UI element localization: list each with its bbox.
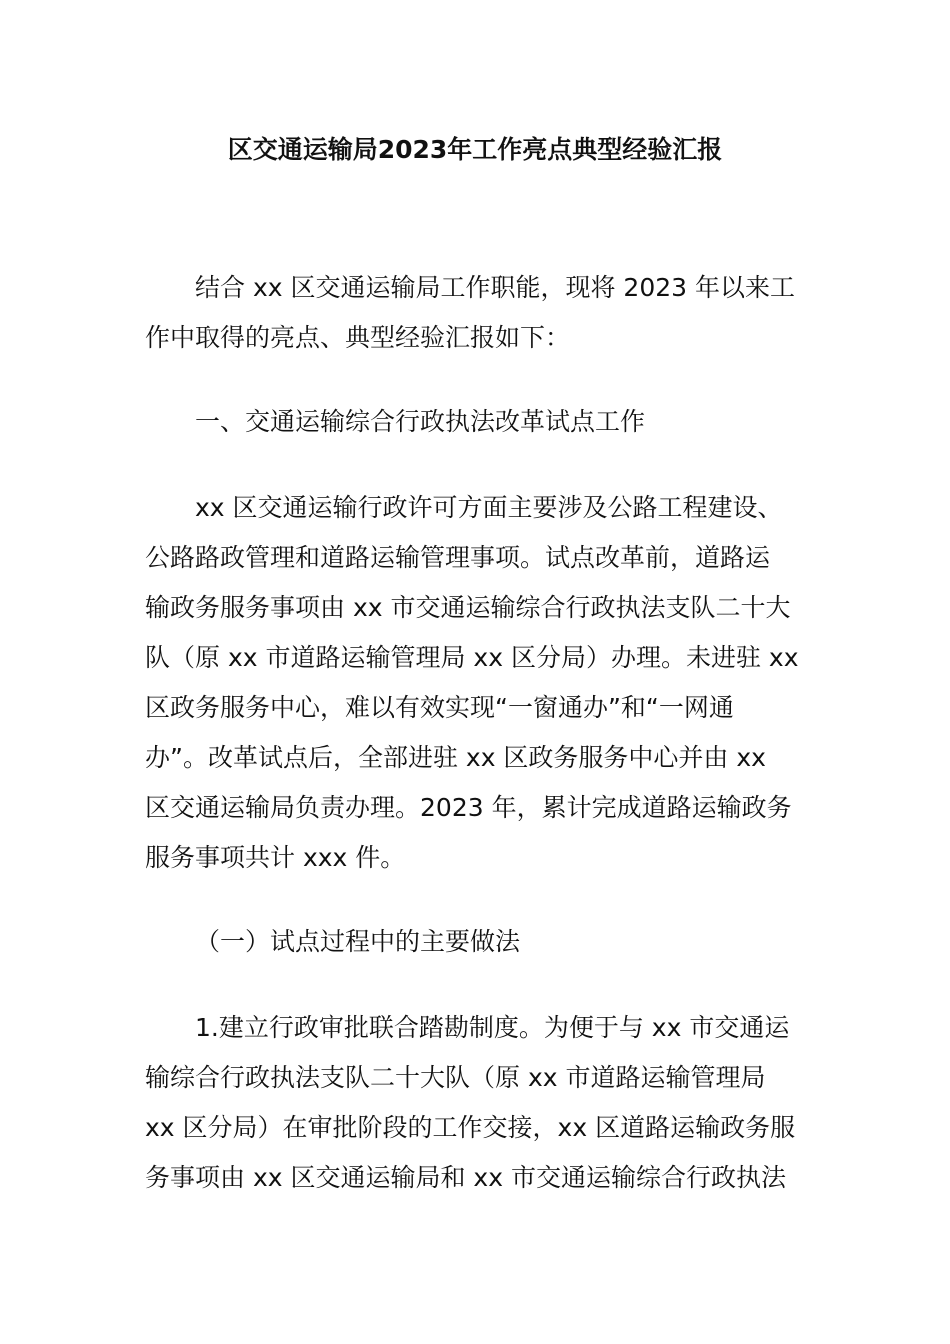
- text-line: 队（原 xx 市道路运输管理局 xx 区分局）办理。未进驻 xx: [145, 643, 799, 672]
- text-line: xx 区交通运输行政许可方面主要涉及公路工程建设、: [195, 493, 783, 522]
- subsection-heading-1: [145, 917, 811, 967]
- text-line: 1.建立行政审批联合踏勘制度。为便于与 xx 市交通运: [195, 1013, 790, 1042]
- text-line: 输政务服务事项由 xx 市交通运输综合行政执法支队二十大: [145, 593, 791, 622]
- document-title: 区交通运输局2023年工作亮点典型经验汇报: [227, 135, 723, 164]
- body-paragraph-1: [145, 483, 811, 883]
- text-line: 作中取得的亮点、典型经验汇报如下：: [145, 323, 571, 352]
- text-line: 服务事项共计 xxx 件。: [145, 843, 406, 872]
- text-line: 公路路政管理和道路运输管理事项。试点改革前，道路运: [145, 543, 771, 572]
- text-line: 务事项由 xx 区交通运输局和 xx 市交通运输综合行政执法: [145, 1163, 786, 1192]
- text-line: xx 区分局）在审批阶段的工作交接，xx 区道路运输政务服: [145, 1113, 796, 1142]
- text-line: 区政务服务中心，难以有效实现“一窗通办”和“一网通: [145, 693, 734, 722]
- section-heading-1: [145, 397, 811, 447]
- text-line: （一）试点过程中的主要做法: [195, 927, 521, 956]
- text-line: 一、交通运输综合行政执法改革试点工作: [195, 407, 646, 436]
- text-line: 结合 xx 区交通运输局工作职能，现将 2023 年以来工: [195, 273, 796, 302]
- text-line: 输综合行政执法支队二十大队（原 xx 市道路运输管理局: [145, 1063, 766, 1092]
- text-line: 办”。改革试点后，全部进驻 xx 区政务服务中心并由 xx: [145, 743, 766, 772]
- body-paragraph-2: [145, 1003, 811, 1203]
- text-line: 区交通运输局负责办理。2023 年，累计完成道路运输政务: [145, 793, 792, 822]
- intro-paragraph: [145, 263, 811, 363]
